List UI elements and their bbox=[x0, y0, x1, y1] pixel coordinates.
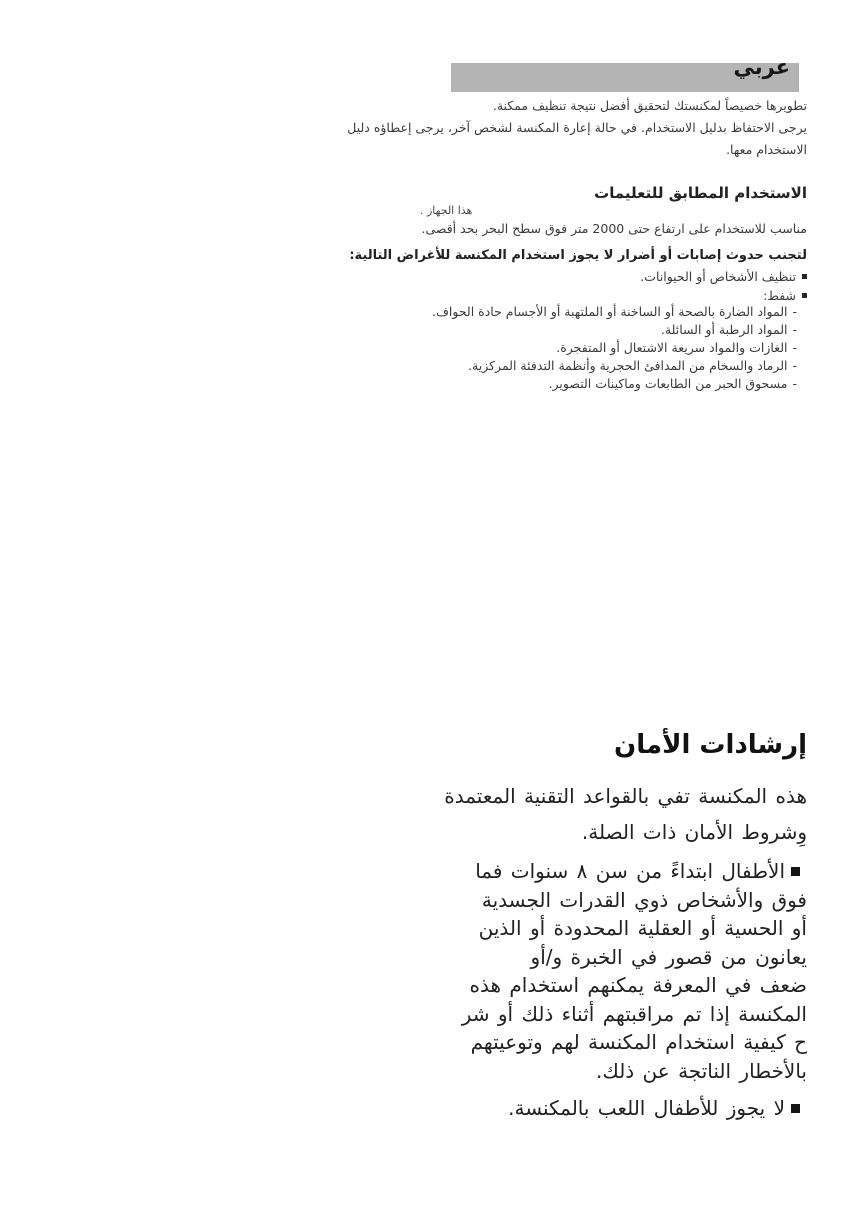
list-item bbox=[640, 286, 807, 305]
text-line: الاستخدام معها. bbox=[726, 142, 807, 157]
list-item-text: المواد الرطبة أو السائلة. bbox=[660, 322, 788, 337]
list-item bbox=[640, 267, 807, 286]
dash-marker: - bbox=[792, 304, 797, 319]
list-item-text: تنظيف الأشخاص أو الحيوانات. bbox=[640, 269, 796, 284]
text-line: تطويرها خصيصاً لمكنستك لتحقيق أفضل نتيجة تنظيف ممكنة. bbox=[492, 98, 807, 113]
dash-marker: - bbox=[792, 376, 797, 391]
list-item-text: مسحوق الحبر من الطابعات وماكينات التصوير. bbox=[548, 376, 788, 391]
text-line: لا يجوز للأطفال اللعب بالمكنسة. bbox=[508, 1096, 785, 1120]
text-line: وِشروط الأمان ذات الصلة. bbox=[581, 820, 807, 844]
text-line: أو الحسية أو العقلية المحدودة أو الذين bbox=[478, 916, 807, 940]
section-heading-intended-use: الاستخدام المطابق للتعليمات bbox=[594, 184, 807, 202]
section-heading-safety: إرشادات الأمان bbox=[614, 730, 807, 760]
text-line: يرجى الاحتفاظ بدليل الاستخدام. في حالة إعارة المكنسة لشخص آخر، يرجى إعطاؤه دليل bbox=[347, 120, 807, 135]
text-line: المكنسة إذا تم مراقبتهم أثناء ذلك أو شر bbox=[461, 1001, 807, 1026]
bullet-square-icon bbox=[791, 1104, 800, 1113]
warning-line: لتجنب حدوث إصابات أو أضرار لا يجوز استخدام المكنسة للأغراض التالية: bbox=[349, 248, 807, 263]
list-item-text: شفط: bbox=[763, 288, 796, 303]
text-line: هذه المكنسة تفي بالقواعد التقنية المعتمدة bbox=[444, 784, 807, 808]
list-item bbox=[432, 304, 797, 322]
text-line: بالأخطار الناتجة عن ذلك. bbox=[595, 1058, 807, 1083]
list-item bbox=[432, 358, 797, 376]
safety-bullet-item-2 bbox=[508, 1094, 807, 1123]
altitude-line: مناسب للاستخدام على ارتفاع حتى 2000 متر فوق سطح البحر بحد أقصى. bbox=[421, 221, 807, 236]
text-line: الأطفال ابتداءً من سن ٨ سنوات فما bbox=[475, 859, 785, 883]
bullet-square-icon bbox=[802, 274, 807, 279]
device-text-fragment: هذا الجهاز . bbox=[420, 204, 473, 217]
safety-bullet-item-1 bbox=[462, 857, 807, 1085]
bullet-square-icon bbox=[802, 293, 807, 298]
dash-list bbox=[432, 304, 797, 394]
text-line: ضعف في المعرفة يمكنهم استخدام هذه bbox=[469, 973, 807, 997]
text-line: فوق والأشخاص ذوي القدرات الجسدية bbox=[481, 887, 807, 912]
dash-marker: - bbox=[792, 340, 797, 355]
bullet-list bbox=[640, 267, 807, 305]
language-label: عربي bbox=[733, 55, 790, 79]
text-line: يعانون من قصور في الخبرة و/أو bbox=[530, 944, 807, 969]
list-item-text: المواد الضارة بالصحة أو الساخنة أو الملتهبة أو الأجسام حادة الحواف. bbox=[432, 304, 788, 319]
list-item-text: الرماد والسخام من المدافئ الحجرية وأنظمة التدفئة المركزية. bbox=[468, 358, 788, 373]
dash-marker: - bbox=[792, 322, 797, 337]
text-line: ح كيفية استخدام المكنسة لهم وتوعيتهم bbox=[470, 1030, 807, 1054]
list-item bbox=[432, 376, 797, 394]
list-item-text: الغازات والمواد سريعة الاشتعال أو المتفجرة. bbox=[556, 340, 788, 355]
intro-paragraph bbox=[347, 95, 807, 161]
language-header-bar bbox=[451, 55, 799, 92]
bullet-square-icon bbox=[791, 867, 800, 876]
list-item bbox=[432, 340, 797, 358]
safety-intro-paragraph bbox=[444, 778, 807, 850]
dash-marker: - bbox=[792, 358, 797, 373]
list-item bbox=[432, 322, 797, 340]
